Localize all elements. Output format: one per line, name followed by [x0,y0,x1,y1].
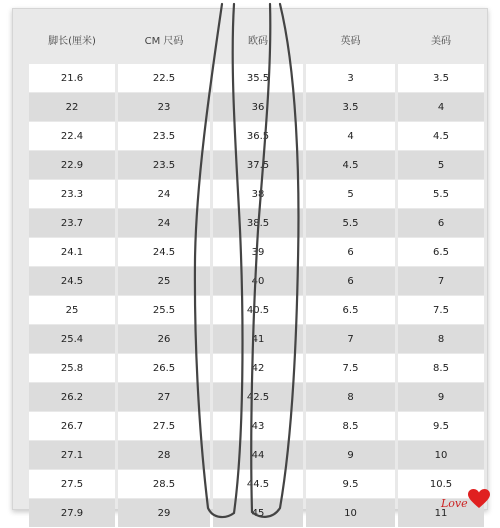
uk-size-cell: 9 [306,441,395,469]
us-size-cell: 7 [398,267,484,295]
foot-length-cell: 22.4 [29,122,115,150]
uk-size-cell: 8.5 [306,412,395,440]
eu-size-cell: 43 [213,412,303,440]
uk-size-cell: 3.5 [306,93,395,121]
eu-size-cell: 36.5 [213,122,303,150]
table-row [29,151,484,179]
uk-size-cell: 5 [306,180,395,208]
cm-size-cell: 25.5 [118,296,210,324]
cm-size-cell: 29 [118,499,210,527]
love-watermark-text: Love [441,497,468,510]
cm-size-cell: 27.5 [118,412,210,440]
cm-size-cell: 27 [118,383,210,411]
foot-length-cell: 27.5 [29,470,115,498]
eu-size-cell: 41 [213,325,303,353]
foot-length-cell: 22.9 [29,151,115,179]
uk-size-cell: 6 [306,267,395,295]
table-row [29,93,484,121]
header-us-size: 美码 [431,35,451,47]
eu-size-cell: 35.5 [213,64,303,92]
header-foot-length: 脚长(厘米) [48,35,96,47]
eu-size-cell: 44.5 [213,470,303,498]
us-size-cell: 10.5 [398,470,484,498]
cm-size-cell: 25 [118,267,210,295]
us-size-cell: 6.5 [398,238,484,266]
foot-length-cell: 26.7 [29,412,115,440]
table-row [29,325,484,353]
foot-length-cell: 27.1 [29,441,115,469]
eu-size-cell: 42.5 [213,383,303,411]
table-row [29,354,484,382]
foot-length-cell: 24.5 [29,267,115,295]
eu-size-cell: 36 [213,93,303,121]
eu-size-cell: 38 [213,180,303,208]
us-size-cell: 8 [398,325,484,353]
uk-size-cell: 4 [306,122,395,150]
uk-size-cell: 6 [306,238,395,266]
size-chart-frame [12,8,488,519]
eu-size-cell: 40 [213,267,303,295]
table-row [29,383,484,411]
cm-size-cell: 24 [118,180,210,208]
table-row [29,296,484,324]
foot-length-cell: 25.4 [29,325,115,353]
eu-size-cell: 38.5 [213,209,303,237]
foot-length-cell: 22 [29,93,115,121]
cm-size-cell: 22.5 [118,64,210,92]
heart-icon [468,489,490,513]
header-eu-size: 欧码 [248,35,268,47]
uk-size-cell: 4.5 [306,151,395,179]
cm-size-cell: 28 [118,441,210,469]
foot-length-cell: 25.8 [29,354,115,382]
uk-size-cell: 7 [306,325,395,353]
header-uk-size: 英码 [340,35,361,47]
cm-size-cell: 28.5 [118,470,210,498]
cm-size-cell: 23.5 [118,122,210,150]
us-size-cell: 9.5 [398,412,484,440]
eu-size-cell: 40.5 [213,296,303,324]
eu-size-cell: 39 [213,238,303,266]
uk-size-cell: 6.5 [306,296,395,324]
uk-size-cell: 8 [306,383,395,411]
table-row [29,209,484,237]
foot-length-cell: 24.1 [29,238,115,266]
us-size-cell: 6 [398,209,484,237]
uk-size-cell: 9.5 [306,470,395,498]
table-row [29,122,484,150]
foot-length-cell: 25 [29,296,115,324]
cm-size-cell: 24 [118,209,210,237]
cm-size-cell: 23 [118,93,210,121]
eu-size-cell: 37.5 [213,151,303,179]
foot-length-cell: 26.2 [29,383,115,411]
us-size-cell: 5.5 [398,180,484,208]
size-table [29,64,484,528]
eu-size-cell: 42 [213,354,303,382]
table-row [29,64,484,92]
uk-size-cell: 3 [306,64,395,92]
table-row [29,412,484,440]
us-size-cell: 11 [398,499,484,527]
us-size-cell: 3.5 [398,64,484,92]
uk-size-cell: 7.5 [306,354,395,382]
us-size-cell: 8.5 [398,354,484,382]
uk-size-cell: 10 [306,499,395,527]
table-row [29,238,484,266]
us-size-cell: 5 [398,151,484,179]
table-row [29,267,484,295]
foot-length-cell: 21.6 [29,64,115,92]
foot-length-cell: 23.7 [29,209,115,237]
cm-size-cell: 26.5 [118,354,210,382]
eu-size-cell: 45 [213,499,303,527]
uk-size-cell: 5.5 [306,209,395,237]
cm-size-cell: 24.5 [118,238,210,266]
us-size-cell: 4 [398,93,484,121]
eu-size-cell: 44 [213,441,303,469]
header-cm-size: CM 尺码 [144,35,184,47]
us-size-cell: 4.5 [398,122,484,150]
table-header [29,19,484,59]
table-row [29,499,484,527]
us-size-cell: 7.5 [398,296,484,324]
foot-length-cell: 27.9 [29,499,115,527]
table-row [29,441,484,469]
table-row [29,180,484,208]
cm-size-cell: 26 [118,325,210,353]
us-size-cell: 10 [398,441,484,469]
foot-length-cell: 23.3 [29,180,115,208]
table-row [29,470,484,498]
us-size-cell: 9 [398,383,484,411]
cm-size-cell: 23.5 [118,151,210,179]
